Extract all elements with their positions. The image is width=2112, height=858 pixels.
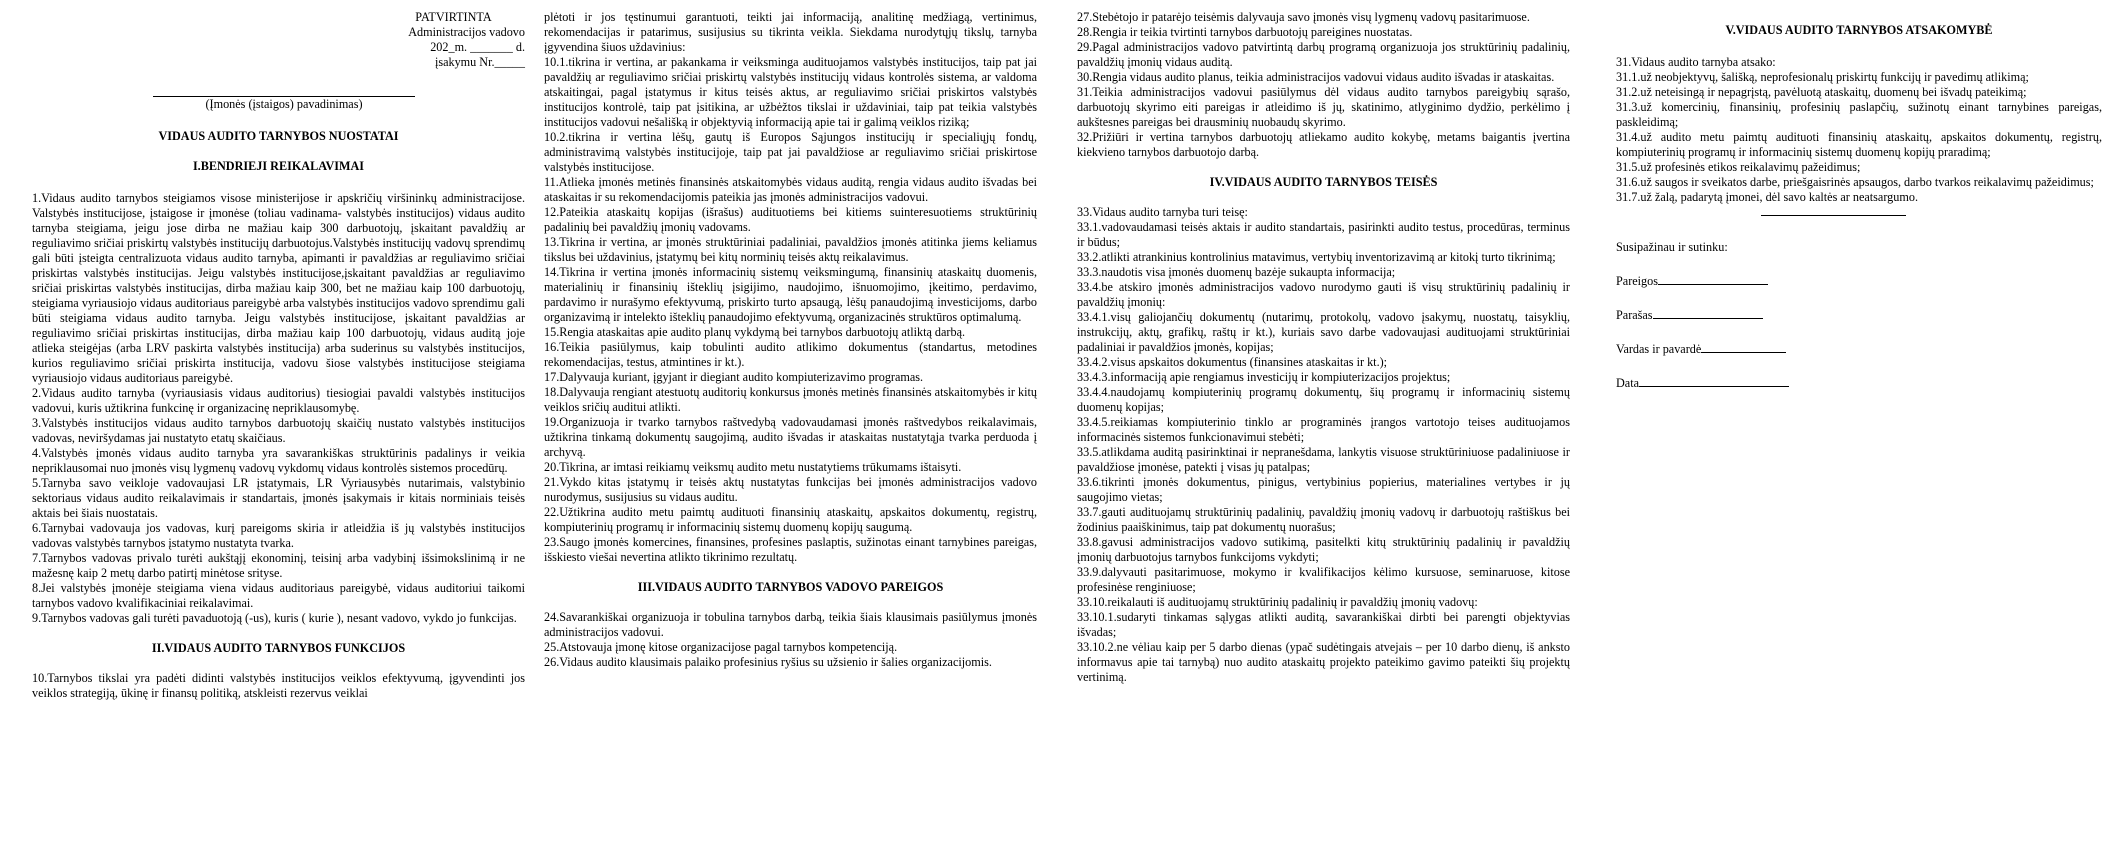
paragraph-33-4-5: 33.4.5.reikiamas kompiuterinio tinklo ar programinės įrangos vartotojo teises audituojamos informacinės sistemos funkcionavimui stebėti; [1077, 415, 1570, 444]
paragraph-33-1: 33.1.vadovaudamasi teisės aktais ir audito standartais, pasirinkti audito testus, procedūras, terminus ir būdus; [1077, 220, 1570, 249]
paragraph-7: 7.Tarnybos vadovas privalo turėti aukštąjį ekonominį, teisinį arba vadybinį išsimokslinimą ir ne mažesnę kaip 2 metų darbo patirtį minėtose srityse. [32, 551, 525, 580]
section-4-heading: IV.VIDAUS AUDITO TARNYBOS TEISĖS [1209, 175, 1438, 189]
paragraph-8: 8.Jei valstybės įmonėje steigiama viena vidaus auditoriaus pareigybė, vidaus auditoriui taikomi tarnybos vadovo kvalifikaciniai reikalavimai. [32, 581, 525, 610]
paragraph-25: 25.Atstovauja įmonę kitose organizacijose pagal tarnybos kompetenciją. [544, 640, 898, 654]
org-name-label: (Įmonės (įstaigos) pavadinimas) [205, 97, 363, 111]
signature-label: Parašas [1616, 308, 1653, 322]
role-field[interactable] [1616, 272, 2102, 289]
paragraph-33-8: 33.8.gavusi administracijos vadovo sutikimą, pasitelkti kitų struktūrinių padalinių ir pavaldžių įmonių darbuotojus tarnybos funkcijoms vykdyti; [1077, 535, 1570, 564]
paragraph-17: 17.Dalyvauja kuriant, įgyjant ir diegiant audito kompiuterizavimo programas. [544, 370, 924, 384]
closing-rule [1761, 215, 1906, 216]
acknowledgement-intro: Susipažinau ir sutinku: [1616, 240, 1728, 254]
paragraph-33-4-2: 33.4.2.visus apskaitos dokumentus (finansines ataskaitas ir kt.); [1077, 355, 1388, 369]
paragraph-11: 11.Atlieka įmonės metinės finansinės atskaitomybės vidaus auditą, rengia vidaus audito išvadas bei ataskaitas ir su rekomendacijomis pateikia jas įmonės administracijos vadovui. [544, 175, 1037, 204]
paragraph-30: 30.Rengia vidaus audito planus, teikia administracijos vadovui vidaus audito išvadas ir ataskaitas. [1077, 70, 1555, 84]
paragraph-9: 9.Tarnybos vadovas gali turėti pavaduotoją (-us), kuris ( kurie ), nesant vadovo, vykdo jo funkcijas. [32, 611, 517, 625]
document-title: VIDAUS AUDITO TARNYBOS NUOSTATAI [158, 129, 399, 143]
paragraph-10-1: 10.1.tikrina ir vertina, ar pakankama ir veiksminga audituojamos valstybės institucijos, taip pat jai pavaldžių ar reguliavimo sričiai priskirtų valstybės institucijų vidaus kontrolės sistema, ar valdoma atskaitingai, pagal įstatymus ir kitus teisės aktus, ar reguliavimo sričiai priskirtos valstybės institucijos kontrolė, taip pat įsitikina, ar užbėžtos tikslai ir uždaviniai, taip pat teikia valstybės institucijos vadovui nešališką ir objektyvią informaciją apie tai ir galimą veiklos riziką; [544, 55, 1037, 129]
paragraph-33-4-3: 33.4.3.informaciją apie rengiamus investicijų ir kompiuterizacijos projektus; [1077, 370, 1451, 384]
paragraph-v-31: 31.Vidaus audito tarnyba atsako: [1616, 55, 1776, 69]
paragraph-31: 31.Teikia administracijos vadovui pasiūlymus dėl vidaus audito tarnybos pareigybių sąrašo, darbuotojų skyrimo eiti pareigas ir atleidimo iš jų, skatinimo, atlyginimo dydžio, perkėlimo į aukštesnes pareigas bei drausminių nuobaudų skyrimo. [1077, 85, 1570, 129]
paragraph-5: 5.Tarnyba savo veikloje vadovaujasi LR įstatymais, LR Vyriausybės nutarimais, valstybinio sektoriaus vidaus audito reikalavimais ir standartais, įmonės įsakymais ir kitais norminiais teisės aktais bei šiais nuostatais. [32, 476, 525, 520]
paragraph-4: 4.Valstybės įmonės vidaus audito tarnyba yra savarankiškas struktūrinis padalinys ir veikia nepriklausomai nuo įmonės visų lygmenų vadovų vykdomų vidaus kontrolės sistemos procedūrų. [32, 446, 525, 475]
paragraph-26: 26.Vidaus audito klausimais palaiko profesinius ryšius su užsienio ir šalies organizacijomis. [544, 655, 992, 669]
section-3-heading: III.VIDAUS AUDITO TARNYBOS VADOVO PAREIGOS [637, 580, 944, 594]
paragraph-21: 21.Vykdo kitas įstatymų ir teisės aktų nustatytas funkcijas bei įmonės administracijos vadovo nurodymus, susijusius su vidaus auditu. [544, 475, 1037, 504]
approval-line-2: Administracijos vadovo [408, 25, 525, 39]
paragraph-33-6: 33.6.tikrinti įmonės dokumentus, pinigus, vertybinius popierius, materialines vertybes ir jų saugojimo vietas; [1077, 475, 1570, 504]
paragraph-19: 19.Organizuoja ir tvarko tarnybos raštvedybą vadovaudamasi įmonės raštvedybos reikalavimais, užtikrina tinkamą dokumentų saugojimą, audito išvadas ir ataskaitas nustatytąja tvarka perduoda į archyvą. [544, 415, 1037, 459]
paragraph-v-31-2: 31.2.už neteisingą ir nepagrįstą, pavėluotą ataskaitų, duomenų bei išvadų pateikimą; [1616, 85, 2027, 99]
name-field[interactable] [1616, 340, 2102, 357]
paragraph-20: 20.Tikrina, ar imtasi reikiamų veiksmų audito metu nustatytiems trūkumams ištaisyti. [544, 460, 962, 474]
column-1 [32, 10, 525, 701]
section-5-heading: V.VIDAUS AUDITO TARNYBOS ATSAKOMYBĖ [1725, 23, 1993, 37]
paragraph-33-3: 33.3.naudotis visa įmonės duomenų bazėje sukaupta informacija; [1077, 265, 1396, 279]
paragraph-10-start: 10.Tarnybos tikslai yra padėti didinti valstybės institucijos veiklos efektyvumą, įgyvendinti jos veiklos strategiją, ūkinę ir finansų politiką, atskleisti rezervus veiklai [32, 671, 525, 700]
approval-line-4: įsakymu Nr._____ [434, 55, 525, 69]
date-label: Data [1616, 376, 1640, 390]
paragraph-33-4-1: 33.4.1.visų galiojančių dokumentų (nutarimų, protokolų, vadovo įsakymų, nuostatų, taisyklių, instrukcijų, aktų, grafikų, raštų ir kt.), kuriais savo darbe vadovaujasi audituojami struktūriniai padaliniai ir pavaldžios įmonės, kopijas; [1077, 310, 1570, 354]
signature-blank[interactable] [1653, 306, 1763, 319]
paragraph-33-7: 33.7.gauti audituojamų struktūrinių padalinių, pavaldžių įmonių vadovų ir darbuotojų raštiškus bei žodinius paaiškinimus, taip pat dokumentų nuorašus; [1077, 505, 1570, 534]
paragraph-14: 14.Tikrina ir vertina įmonės informacinių sistemų veiksmingumą, finansinių ataskaitų duomenis, materialinių ir finansinių išteklių įsigijimo, naudojimo, išnuomojimo, įkeitimo, perdavimo, pardavimo ir nurašymo efektyvumą, priskirto turto apsaugą, lėšų panaudojimą investicijoms, darbo organizavimą ir intelekto išteklių panaudojimo efektyvumą, organizacinės struktūros optimalumą. [544, 265, 1037, 324]
approval-block [382, 10, 525, 70]
column-3 [1077, 10, 1570, 685]
paragraph-24: 24.Savarankiškai organizuoja ir tobulina tarnybos darbą, teikia šiais klausimais pasiūlymus įmonės administracijos vadovui. [544, 610, 1037, 639]
date-field[interactable] [1616, 374, 2102, 391]
paragraph-10-continued: plėtoti ir jos tęstinumui garantuoti, teikti jai informaciją, analitinę medžiagą, vertinimus, rekomendacijas ir patarimus, susijusius su tikrinta veikla. Siekdama nurodytųjų tikslų, tarnyba įgyvendina šiuos uždavinius: [544, 10, 1037, 54]
paragraph-16: 16.Teikia pasiūlymus, kaip tobulinti audito atlikimo dokumentus (standartus, metodines rekomendacijas, testus, atmintines ir kt.). [544, 340, 1037, 369]
paragraph-33-10-1: 33.10.1.sudaryti tinkamas sąlygas atlikti auditą, savarankiškai dirbti bei parengti objektyvias išvadas; [1077, 610, 1570, 639]
paragraph-v-31-5: 31.5.už profesinės etikos reikalavimų pažeidimus; [1616, 160, 1861, 174]
name-label: Vardas ir pavardė [1616, 342, 1702, 356]
paragraph-v-31-4: 31.4.už audito metu paimtų audituoti finansinių ataskaitų, apskaitos dokumentų, registrų, kompiuterinių programų ir informacinių sistemų duomenų kopijų praradimą; [1616, 130, 2102, 159]
role-label: Pareigos [1616, 274, 1658, 288]
paragraph-2: 2.Vidaus audito tarnyba (vyriausiasis vidaus auditorius) tiesiogiai pavaldi valstybės institucijos vadovui, kuris užtikrina funkcinę ir organizacinę nepriklausomybę. [32, 386, 525, 415]
paragraph-33-4: 33.4.be atskiro įmonės administracijos vadovo nurodymo gauti iš visų struktūrinių padalinių ir pavaldžių įmonių: [1077, 280, 1570, 309]
approval-line-3: 202_m. _______ d. [430, 40, 525, 54]
column-2 [544, 10, 1037, 670]
section-2-heading: II.VIDAUS AUDITO TARNYBOS FUNKCIJOS [151, 641, 406, 655]
paragraph-33-10-2: 33.10.2.ne vėliau kaip per 5 darbo dienas (ypač sudėtingais atvejais – per 10 darbo dienų, iš anksto informavus apie tai tarnybą) nuo audito ataskaitų projekto pateikimo gavimo pateikti šių projektų vertinimą. [1077, 640, 1570, 684]
paragraph-1: 1.Vidaus audito tarnybos steigiamos visose ministerijose ir apskričių viršininkų administracijose. Valstybės institucijose, įstaigose ir įmonėse (toliau vadinama- valstybės institucijos) vidaus audito tarnyba steigiama, jeigu jose dirba ne mažiau kaip 300 darbuotojų, įskaitant pavaldžių ar reguliavimo sričiai priskirtų valstybės institucijų darbuotojus.Valstybės institucijų vadovų sprendimų gali būti įsteigta centralizuota vidaus audito tarnyba, apimanti ir pavaldžias ar reguliavimo sričiai priskirtas valstybės institucijas. Jeigu valstybės institucijose,įskaitant pavaldžias ar reguliavimo sričiai priskirtas valstybės institucijas, dirba mažiau kaip 300, bet ne mažiau kaip 100 darbuotojų, steigiama vyriausiojo vidaus auditoriaus pareigybė arba valstybės institucijos vadovo sprendimu gali būti steigiama vidaus audito tarnyba. Jeigu valstybės institucijose, įskaitant pavaldžias ar reguliavimo sričiai priskirtas institucijas, dirba mažiau kaip 100 darbuotojų, vidaus auditą joje atlieka steigėjas (arba LRV paskirta valstybės institucija) arba suderinus su valstybės institucijos, kurios reguliavimo sričiai priskirta institucija, vadovu šiose valstybės institucijose steigiama vyriausiojo vidaus auditoriaus pareigybė. [32, 191, 525, 385]
paragraph-3: 3.Valstybės institucijos vidaus audito tarnybos darbuotojų skaičių nustato valstybės institucijos vadovas, neviršydamas jai nustatyto etatų skaičiaus. [32, 416, 525, 445]
paragraph-33: 33.Vidaus audito tarnyba turi teisę: [1077, 205, 1248, 219]
paragraph-29: 29.Pagal administracijos vadovo patvirtintą darbų programą organizuoja jos struktūrinių padalinių, pavaldžių įmonių vidaus auditą. [1077, 40, 1570, 69]
name-blank[interactable] [1701, 340, 1786, 353]
signature-field[interactable] [1616, 306, 2102, 323]
date-blank[interactable] [1639, 374, 1789, 387]
paragraph-v-31-1: 31.1.už neobjektyvų, šališką, neprofesionalų priskirtų funkcijų ir pavedimų atlikimą; [1616, 70, 2029, 84]
paragraph-27: 27.Stebėtojo ir patarėjo teisėmis dalyvauja savo įmonės visų lygmenų vadovų pasitarimuose. [1077, 10, 1530, 24]
paragraph-12: 12.Pateikia ataskaitų kopijas (išrašus) audituotiems bei kitiems suinteresuotiems struktūrinių padalinių bei pavaldžių įmonių vadovams. [544, 205, 1037, 234]
paragraph-28: 28.Rengia ir teikia tvirtinti tarnybos darbuotojų pareigines nuostatas. [1077, 25, 1413, 39]
paragraph-6: 6.Tarnybai vadovauja jos vadovas, kurį pareigoms skiria ir atleidžia iš jų valstybės institucijos vadovas valstybės tarnybos įstatymo nustatyta tvarka. [32, 521, 525, 550]
paragraph-v-31-3: 31.3.už komercinių, finansinių, profesinių paslapčių, sužinotų einant tarnybines pareigas, paskleidimą; [1616, 100, 2102, 129]
paragraph-13: 13.Tikrina ir vertina, ar įmonės struktūriniai padaliniai, pavaldžios įmonės atitinka jiems keliamus tikslus bei uždavinius, įstatymų bei kitų norminių teisės aktų reikalavimus. [544, 235, 1037, 264]
paragraph-33-5: 33.5.atlikdama auditą pasirinktinai ir nepranešdama, lankytis visuose struktūriniuose padaliniuose ir pavaldžiose įmonėse, patekti į visas jų patalpas; [1077, 445, 1570, 474]
column-4 [1616, 10, 2102, 391]
paragraph-33-9: 33.9.dalyvauti pasitarimuose, mokymo ir kvalifikacijos kėlimo kursuose, seminaruose, kitose profesinėse renginiuose; [1077, 565, 1570, 594]
paragraph-33-4-4: 33.4.4.naudojamų kompiuterinių programų dokumentų, šių programų ir informacinių sistemų duomenų kopijas; [1077, 385, 1570, 414]
paragraph-33-10: 33.10.reikalauti iš audituojamų struktūrinių padalinių ir pavaldžių įmonių vadovų: [1077, 595, 1478, 609]
section-1-heading: I.BENDRIEJI REIKALAVIMAI [192, 159, 365, 173]
role-blank[interactable] [1658, 272, 1768, 285]
paragraph-22: 22.Užtikrina audito metu paimtų audituoti finansinių ataskaitų, apskaitos dokumentų, registrų, kompiuterinių programų ir informacinių sistemų duomenų kopijų saugumą. [544, 505, 1037, 534]
paragraph-18: 18.Dalyvauja rengiant atestuotų auditorių konkursus įmonės metinės finansinės atskaitomybės ir kitų veiklos sričių auditui atlikti. [544, 385, 1037, 414]
paragraph-33-2: 33.2.atlikti atrankinius kontrolinius matavimus, vertybių inventorizavimą ar kitokį turto tikrinimą; [1077, 250, 1556, 264]
approval-title: PATVIRTINTA [415, 10, 492, 24]
paragraph-v-31-6: 31.6.už saugos ir sveikatos darbe, priešgaisrinės apsaugos, darbo tvarkos reikalavimų pažeidimus; [1616, 175, 2094, 189]
paragraph-32: 32.Prižiūri ir vertina tarnybos darbuotojų atliekamo audito kokybę, metams baigantis įvertina kiekvieno tarnybos darbuotojo darbą. [1077, 130, 1570, 159]
paragraph-15: 15.Rengia ataskaitas apie audito planų vykdymą bei tarnybos darbuotojų atliktą darbą. [544, 325, 966, 339]
paragraph-23: 23.Saugo įmonės komercines, finansines, profesines paslaptis, sužinotas einant tarnybines pareigas, išskiesto viešai nevertina atlikto tikrinimo rezultatų. [544, 535, 1037, 564]
paragraph-v-31-7: 31.7.už žalą, padarytą įmonei, dėl savo kaltės ar neatsargumo. [1616, 190, 1918, 204]
paragraph-10-2: 10.2.tikrina ir vertina lėšų, gautų iš Europos Sąjungos institucijų ir specialiųjų fondų, administravimą valstybės institucijoje, taip pat jai pavaldžiose ar reguliavimo sričiai priskirtose valstybės institucijose. [544, 130, 1037, 174]
